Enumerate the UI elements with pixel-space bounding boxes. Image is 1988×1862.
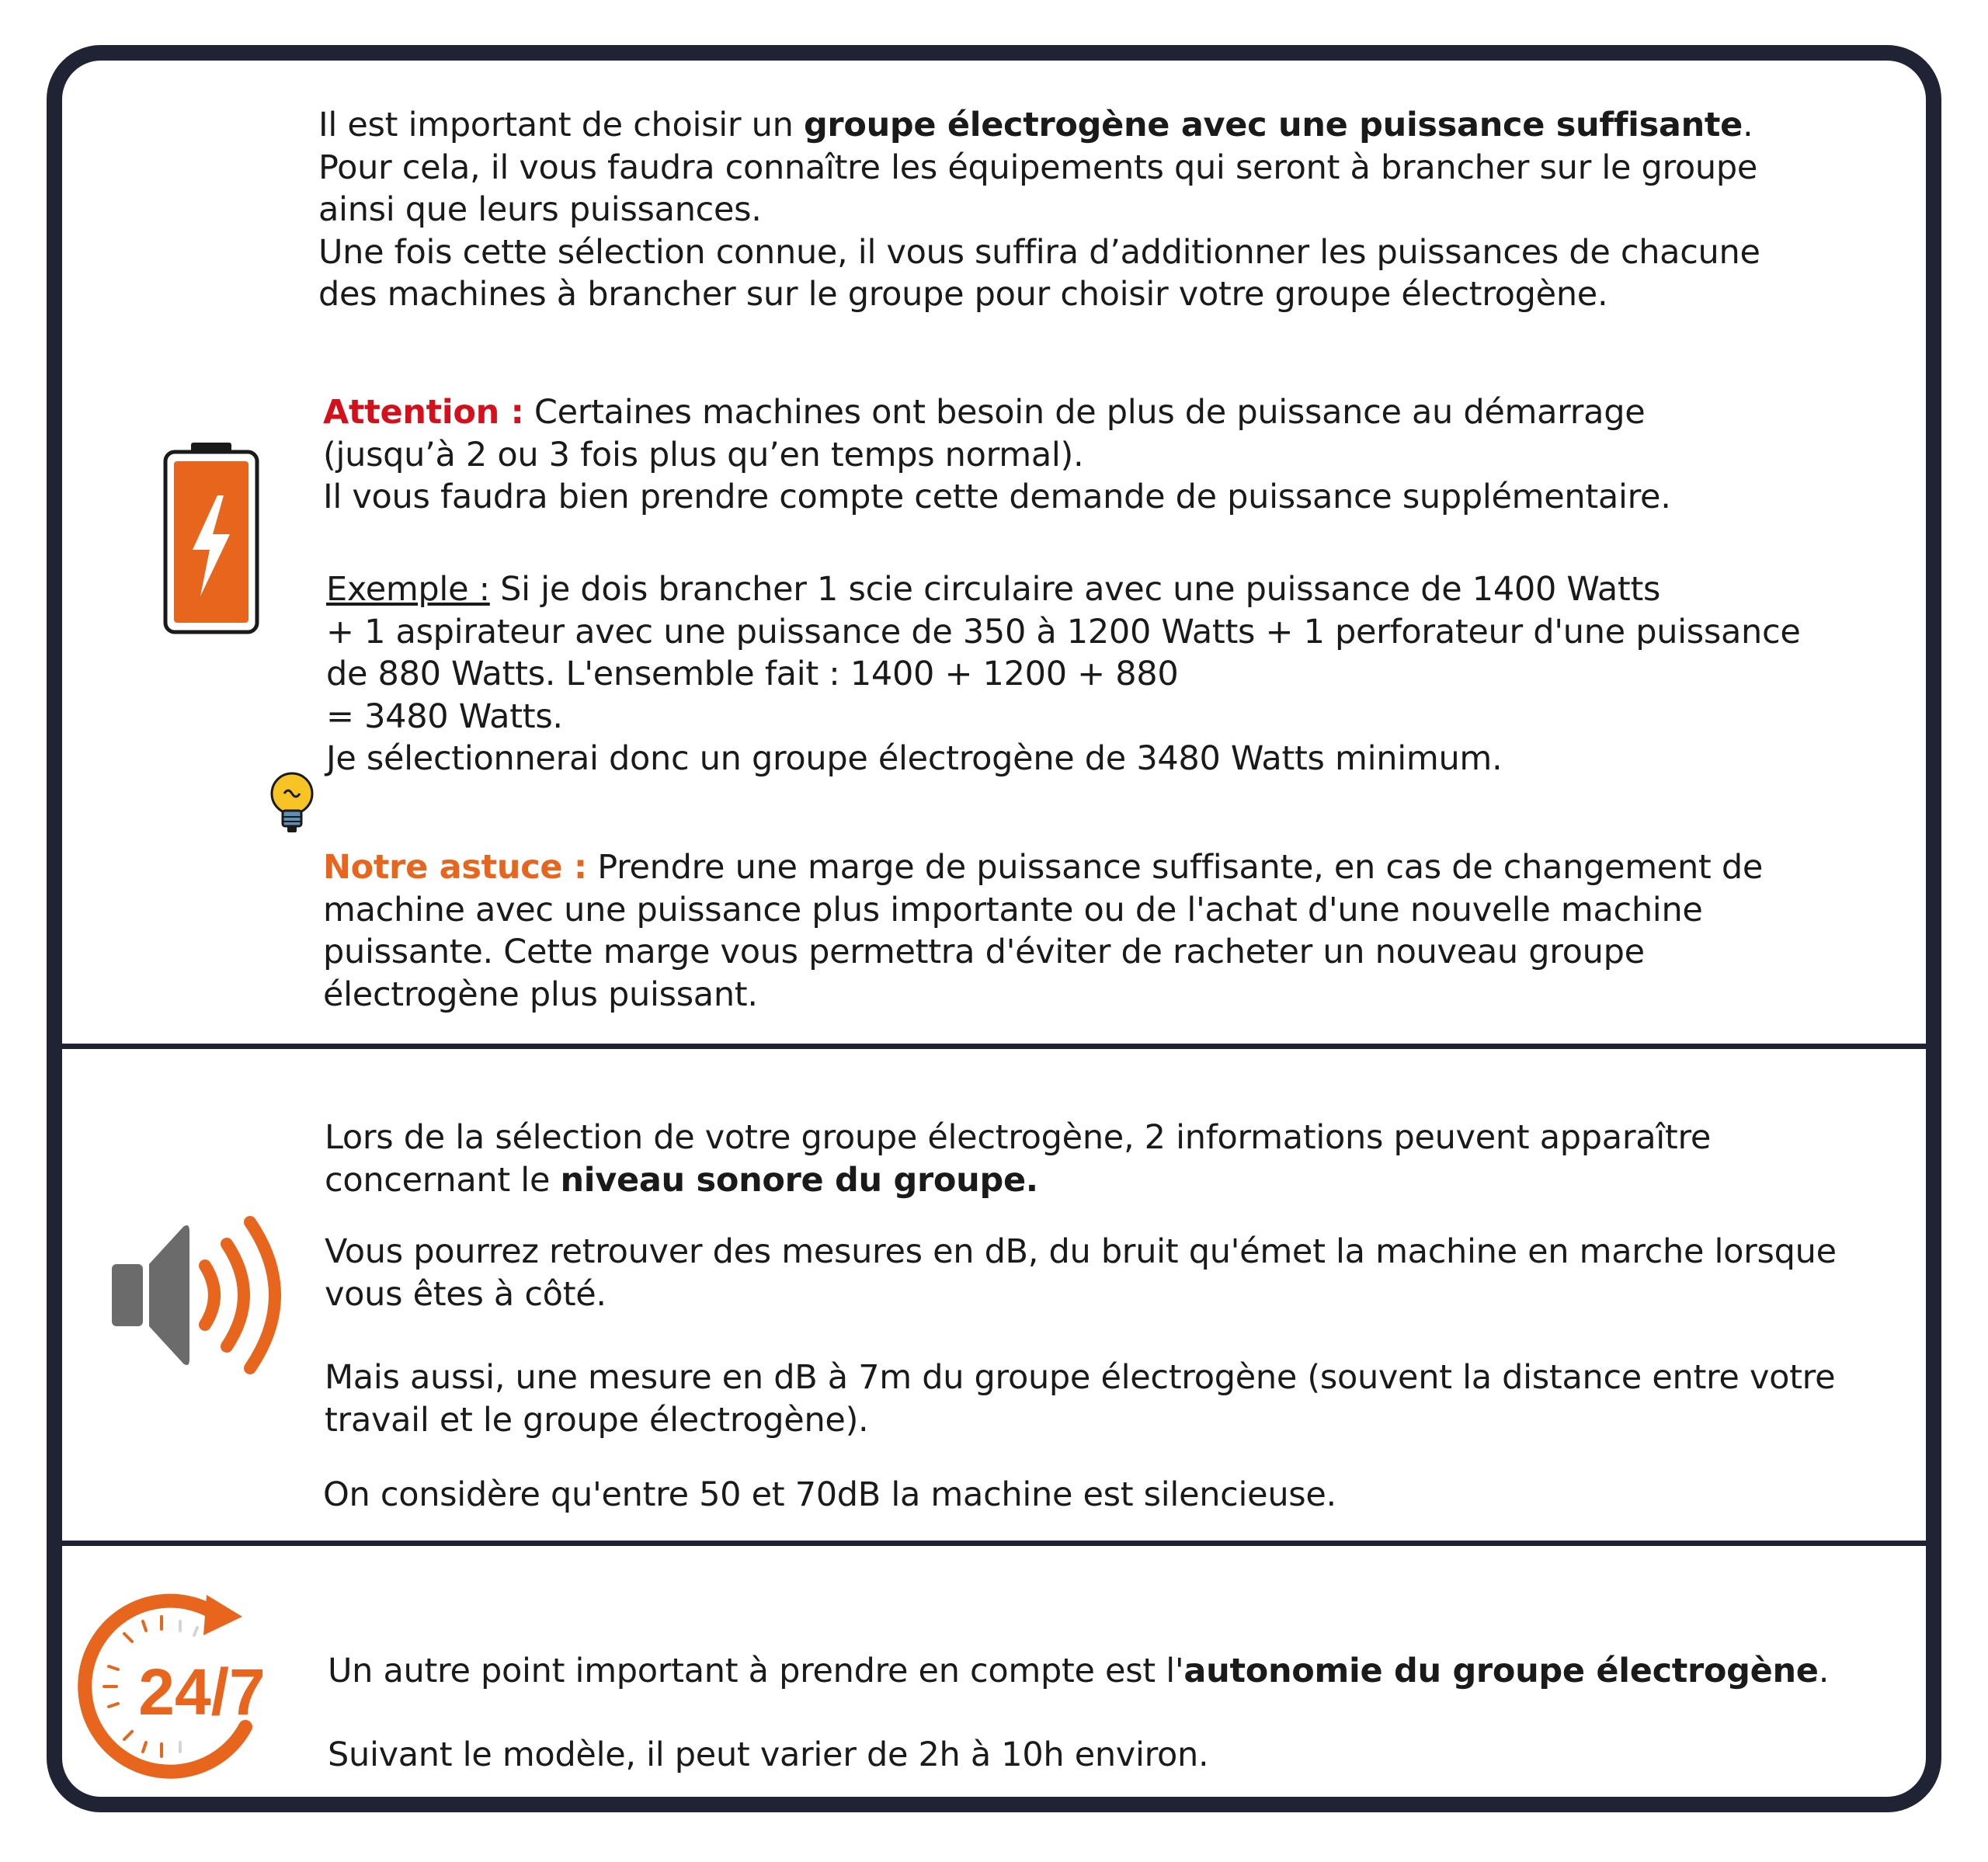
noise-p2-line-1: Vous pourrez retrouver des mesures en dB, du bruit qu'émet la machine en marche lorsque — [325, 1232, 1837, 1271]
attention-line-2: (jusqu’à 2 ou 3 fois plus qu’en temps normal). — [323, 435, 1084, 474]
intro-line-2: Pour cela, il vous faudra connaître les équipements qui seront à brancher sur le groupe — [318, 148, 1758, 187]
tip-line-4: électrogène plus puissant. — [323, 974, 758, 1014]
example-line-1: Si je dois brancher 1 scie circulaire avec une puissance de 1400 Watts — [489, 570, 1661, 609]
noise-p2-line-2: vous êtes à côté. — [325, 1274, 606, 1314]
example-paragraph — [326, 568, 1801, 780]
section-divider-2 — [62, 1541, 1926, 1546]
intro-line-4: Une fois cette sélection connue, il vous suffira d’additionner les puissances de chacune — [318, 232, 1760, 272]
noise-p3-line-1: Mais aussi, une mesure en dB à 7m du groupe électrogène (souvent la distance entre votre — [325, 1358, 1836, 1397]
clock-24-7-label: 24/7 — [138, 1655, 266, 1728]
autonomy-emphasis: autonomie du groupe électrogène — [1183, 1652, 1819, 1690]
noise-paragraph-2 — [325, 1231, 1837, 1315]
intro-line-1-start: Il est important de choisir un — [318, 106, 804, 144]
intro-line-3: ainsi que leurs puissances. — [318, 190, 762, 229]
battery-charging-icon — [163, 441, 259, 638]
example-line-3: de 880 Watts. L'ensemble fait : 1400 + 1200 + 880 — [326, 655, 1179, 693]
noise-paragraph-4 — [323, 1474, 1336, 1516]
noise-emphasis: niveau sonore du groupe. — [560, 1160, 1038, 1200]
autonomy-paragraph-1 — [328, 1650, 1829, 1693]
example-label: Exemple : — [326, 570, 490, 609]
intro-emphasis: groupe électrogène avec une puissance suffisante — [803, 106, 1743, 144]
example-line-2: + 1 aspirateur avec une puissance de 350 à 1200 Watts + 1 perforateur d'une puissance — [326, 612, 1801, 651]
example-line-5: Je sélectionnerai donc un groupe électrogène de 3480 Watts minimum. — [326, 739, 1503, 778]
noise-line-1: Lors de la sélection de votre groupe électrogène, 2 informations peuvent apparaître — [325, 1118, 1712, 1157]
noise-p3-line-2: travail et le groupe électrogène). — [325, 1400, 869, 1440]
autonomy-range-line: Suivant le modèle, il peut varier de 2h à 10h environ. — [328, 1735, 1209, 1774]
section-divider-1 — [62, 1044, 1926, 1049]
noise-p4-line: On considère qu'entre 50 et 70dB la machine est silencieuse. — [323, 1475, 1336, 1514]
intro-paragraph — [318, 104, 1760, 316]
autonomy-line-end: . — [1818, 1652, 1830, 1690]
autonomy-line-start: Un autre point important à prendre en compte est l' — [328, 1652, 1184, 1690]
attention-label: Attention : — [323, 393, 524, 432]
noise-paragraph-3 — [325, 1357, 1835, 1441]
info-card — [47, 45, 1941, 1812]
tip-line-2: machine avec une puissance plus importante ou de l'achat d'une nouvelle machine — [323, 890, 1703, 929]
noise-line-2-start: concernant le — [325, 1160, 561, 1200]
tip-line-1: Prendre une marge de puissance suffisante, en cas de changement de — [586, 848, 1763, 887]
attention-line-3: Il vous faudra bien prendre compte cette demande de puissance supplémentaire. — [323, 478, 1671, 516]
tip-paragraph — [323, 846, 1763, 1016]
tip-label: Notre astuce : — [323, 848, 587, 887]
example-line-4: = 3480 Watts. — [326, 697, 563, 736]
attention-paragraph — [323, 391, 1671, 519]
tip-line-3: puissante. Cette marge vous permettra d'éviter de racheter un nouveau groupe — [323, 933, 1645, 971]
attention-line-1: Certaines machines ont besoin de plus de puissance au démarrage — [523, 393, 1646, 432]
intro-line-5: des machines à brancher sur le groupe pour choisir votre groupe électrogène. — [318, 275, 1608, 314]
speaker-sound-icon — [109, 1202, 295, 1391]
lightbulb-icon — [267, 770, 317, 839]
noise-paragraph-1 — [325, 1117, 1711, 1201]
autonomy-paragraph-2 — [328, 1734, 1208, 1777]
intro-line-1-end: . — [1743, 106, 1753, 144]
clock-24-7-icon — [78, 1590, 303, 1787]
